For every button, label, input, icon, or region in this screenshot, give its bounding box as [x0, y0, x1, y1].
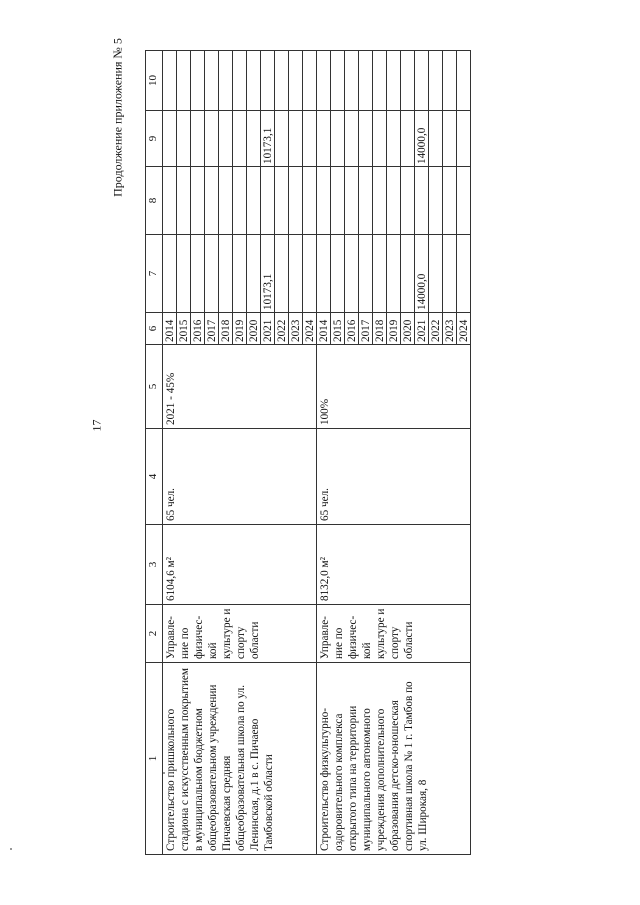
- header-cell: 6: [146, 313, 163, 345]
- years-cell-line: 2023: [289, 313, 303, 344]
- col6-cell-line: 14000,0: [415, 235, 429, 312]
- col6-cell-line: [191, 235, 205, 312]
- col8-cell-line: 14000,0: [415, 111, 429, 166]
- header-cell: 9: [146, 111, 163, 167]
- table-wrapper: [145, 55, 625, 855]
- col9-cell: [162, 51, 316, 111]
- col8-cell-line: [247, 111, 261, 166]
- years-cell-line: 2024: [303, 319, 316, 342]
- page-number: 17: [89, 419, 104, 432]
- people-cell: 65 чел.: [162, 429, 316, 525]
- col6-cell: [162, 235, 316, 313]
- col8-cell: [162, 111, 316, 167]
- header-cell: 5: [146, 345, 163, 429]
- years-cell-line: 2018: [373, 313, 387, 344]
- col8-cell-line: [345, 111, 359, 166]
- col6-cell-line: [457, 235, 470, 312]
- years-cell-line: 2016: [345, 313, 359, 344]
- years-cell-line: 2024: [457, 319, 470, 342]
- years-cell: [162, 313, 316, 345]
- header-cell: 4: [146, 429, 163, 525]
- years-cell-line: 2019: [387, 313, 401, 344]
- people-cell: 65 чел.: [316, 429, 470, 525]
- col6-cell-line: [317, 235, 331, 312]
- col8-cell-line: [163, 111, 177, 166]
- years-cell-line: 2019: [233, 313, 247, 344]
- col6-cell-line: [177, 235, 191, 312]
- col7-cell: [162, 167, 316, 235]
- years-cell-line: 2015: [177, 313, 191, 344]
- col8-cell-line: [429, 111, 443, 166]
- customer-cell: Управле- ние по физичес- кой культуре и спорту области: [316, 605, 470, 663]
- col7-cell: [316, 167, 470, 235]
- appendix-note: Продолжение приложения № 5: [110, 38, 125, 197]
- col8-cell-line: [331, 111, 345, 166]
- col6-cell-line: [205, 235, 219, 312]
- years-cell-line: 2020: [247, 313, 261, 344]
- header-cell: 10: [146, 51, 163, 111]
- col6-cell-line: [331, 235, 345, 312]
- data-table: [145, 50, 471, 855]
- col6-cell-line: [373, 235, 387, 312]
- years-cell-line: 2022: [429, 313, 443, 344]
- col8-cell-line: [191, 111, 205, 166]
- col6-cell-line: [345, 235, 359, 312]
- scan-speck: [10, 848, 12, 850]
- header-row: [146, 51, 163, 855]
- col9-cell: [316, 51, 470, 111]
- years-cell-line: 2016: [191, 313, 205, 344]
- col6-cell-line: [233, 235, 247, 312]
- years-cell-line: 2022: [275, 313, 289, 344]
- header-cell: 2: [146, 605, 163, 663]
- col8-cell-line: [205, 111, 219, 166]
- table-row: [316, 51, 470, 855]
- table-row: [162, 51, 316, 855]
- rotated-table: [145, 55, 625, 855]
- col8-cell-line: [275, 111, 289, 166]
- col6-cell-line: [303, 235, 316, 312]
- header-cell: 7: [146, 235, 163, 313]
- col6-cell-line: [429, 235, 443, 312]
- col8-cell-line: [219, 111, 233, 166]
- capacity-cell: 6104,6 м²: [162, 525, 316, 605]
- header-cell: 3: [146, 525, 163, 605]
- header-cell: 8: [146, 167, 163, 235]
- col6-cell-line: [219, 235, 233, 312]
- col6-cell-line: [401, 235, 415, 312]
- col6-cell-line: [443, 235, 457, 312]
- years-cell-line: 2014: [317, 313, 331, 344]
- years-cell-line: 2018: [219, 313, 233, 344]
- col6-cell-line: [359, 235, 373, 312]
- col6-cell-line: [289, 235, 303, 312]
- col6-cell-line: [275, 235, 289, 312]
- years-cell-line: 2017: [359, 313, 373, 344]
- object-name-cell: Строительство пришкольного стадиона с искусственным покрытием в муниципальном бюджетном общеобразовательном учреждении Пичаевская средняя общеобразовательная школа по ул. Ленинская, д.1 в с. Пичаево Тамбовской области: [162, 663, 316, 855]
- col8-cell: [316, 111, 470, 167]
- col6-cell-line: 10173,1: [261, 235, 275, 312]
- col8-cell-line: [303, 111, 316, 166]
- col8-cell-line: [373, 111, 387, 166]
- col6-cell-line: [247, 235, 261, 312]
- col8-cell-line: [233, 111, 247, 166]
- years-cell-line: 2023: [443, 313, 457, 344]
- years-cell-line: 2017: [205, 313, 219, 344]
- col8-cell-line: [457, 111, 470, 166]
- capacity-cell: 8132,0 м²: [316, 525, 470, 605]
- years-cell-line: 2020: [401, 313, 415, 344]
- col8-cell-line: [289, 111, 303, 166]
- col8-cell-line: [177, 111, 191, 166]
- years-cell-line: 2014: [163, 313, 177, 344]
- header-cell: 1: [146, 663, 163, 855]
- scan-speck: [163, 772, 165, 774]
- col8-cell-line: [359, 111, 373, 166]
- readiness-cell: 2021 - 45%: [162, 345, 316, 429]
- col8-cell-line: [443, 111, 457, 166]
- years-cell-line: 2015: [331, 313, 345, 344]
- years-cell-line: 2021: [261, 313, 275, 344]
- object-name-cell: Строительство физкультурно-оздоровительного комплекса открытого типа на территории муниципального автономного учреждения дополнительного образования детско-юношеская спортивная школа № 1 г. Тамбов по ул. Широкая, 8: [316, 663, 470, 855]
- col6-cell-line: [387, 235, 401, 312]
- col8-cell-line: [387, 111, 401, 166]
- readiness-cell: 100%: [316, 345, 470, 429]
- years-cell-line: 2021: [415, 313, 429, 344]
- years-cell: [316, 313, 470, 345]
- col6-cell: [316, 235, 470, 313]
- col6-cell-line: [163, 235, 177, 312]
- col8-cell-line: [317, 111, 331, 166]
- col8-cell-line: [401, 111, 415, 166]
- col8-cell-line: 10173,1: [261, 111, 275, 166]
- customer-cell: Управле- ние по физичес- кой культуре и спорту области: [162, 605, 316, 663]
